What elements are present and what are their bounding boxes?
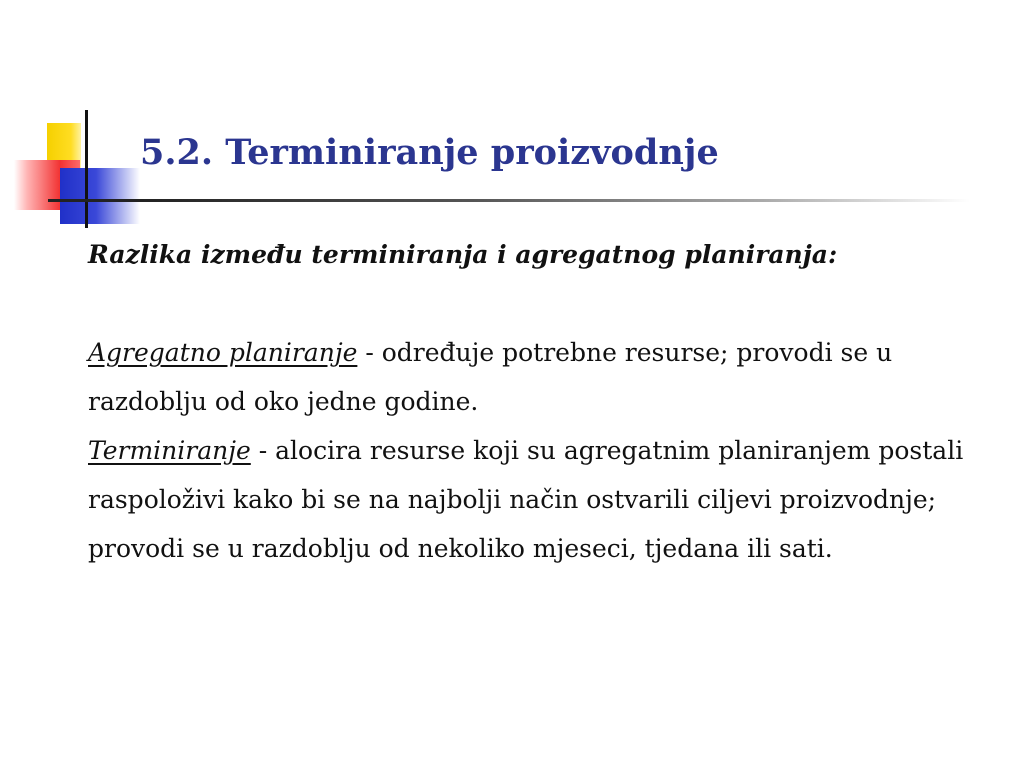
term-agregatno-planiranje: Agregatno planiranje xyxy=(88,338,358,367)
blue-square xyxy=(60,168,140,224)
paragraph-terminiranje xyxy=(88,426,998,573)
slide-title: 5.2. Terminiranje proizvodnje xyxy=(140,132,719,173)
slide-logo-decoration xyxy=(0,100,140,230)
title-underline-rule xyxy=(140,199,970,202)
body-heading: Razlika između terminiranja i agregatnog planiranja: xyxy=(88,240,838,269)
definition-agregatno-planiranje: - određuje potrebne resurse; provodi se u razdoblju od oko jedne godine. xyxy=(88,338,893,416)
spacer xyxy=(88,279,998,328)
vertical-line xyxy=(85,110,88,228)
definition-terminiranje: - alocira resurse koji su agregatnim planiranjem postali raspoloživi kako bi se na najbolji način ostvarili ciljevi proizvodnje; provodi se u razdoblju od nekoliko mjeseci, tjedana ili sati. xyxy=(88,436,964,563)
paragraph-agregatno xyxy=(88,328,998,426)
term-terminiranje: Terminiranje xyxy=(88,436,251,465)
slide-body xyxy=(88,230,998,573)
horizontal-line xyxy=(48,199,140,202)
